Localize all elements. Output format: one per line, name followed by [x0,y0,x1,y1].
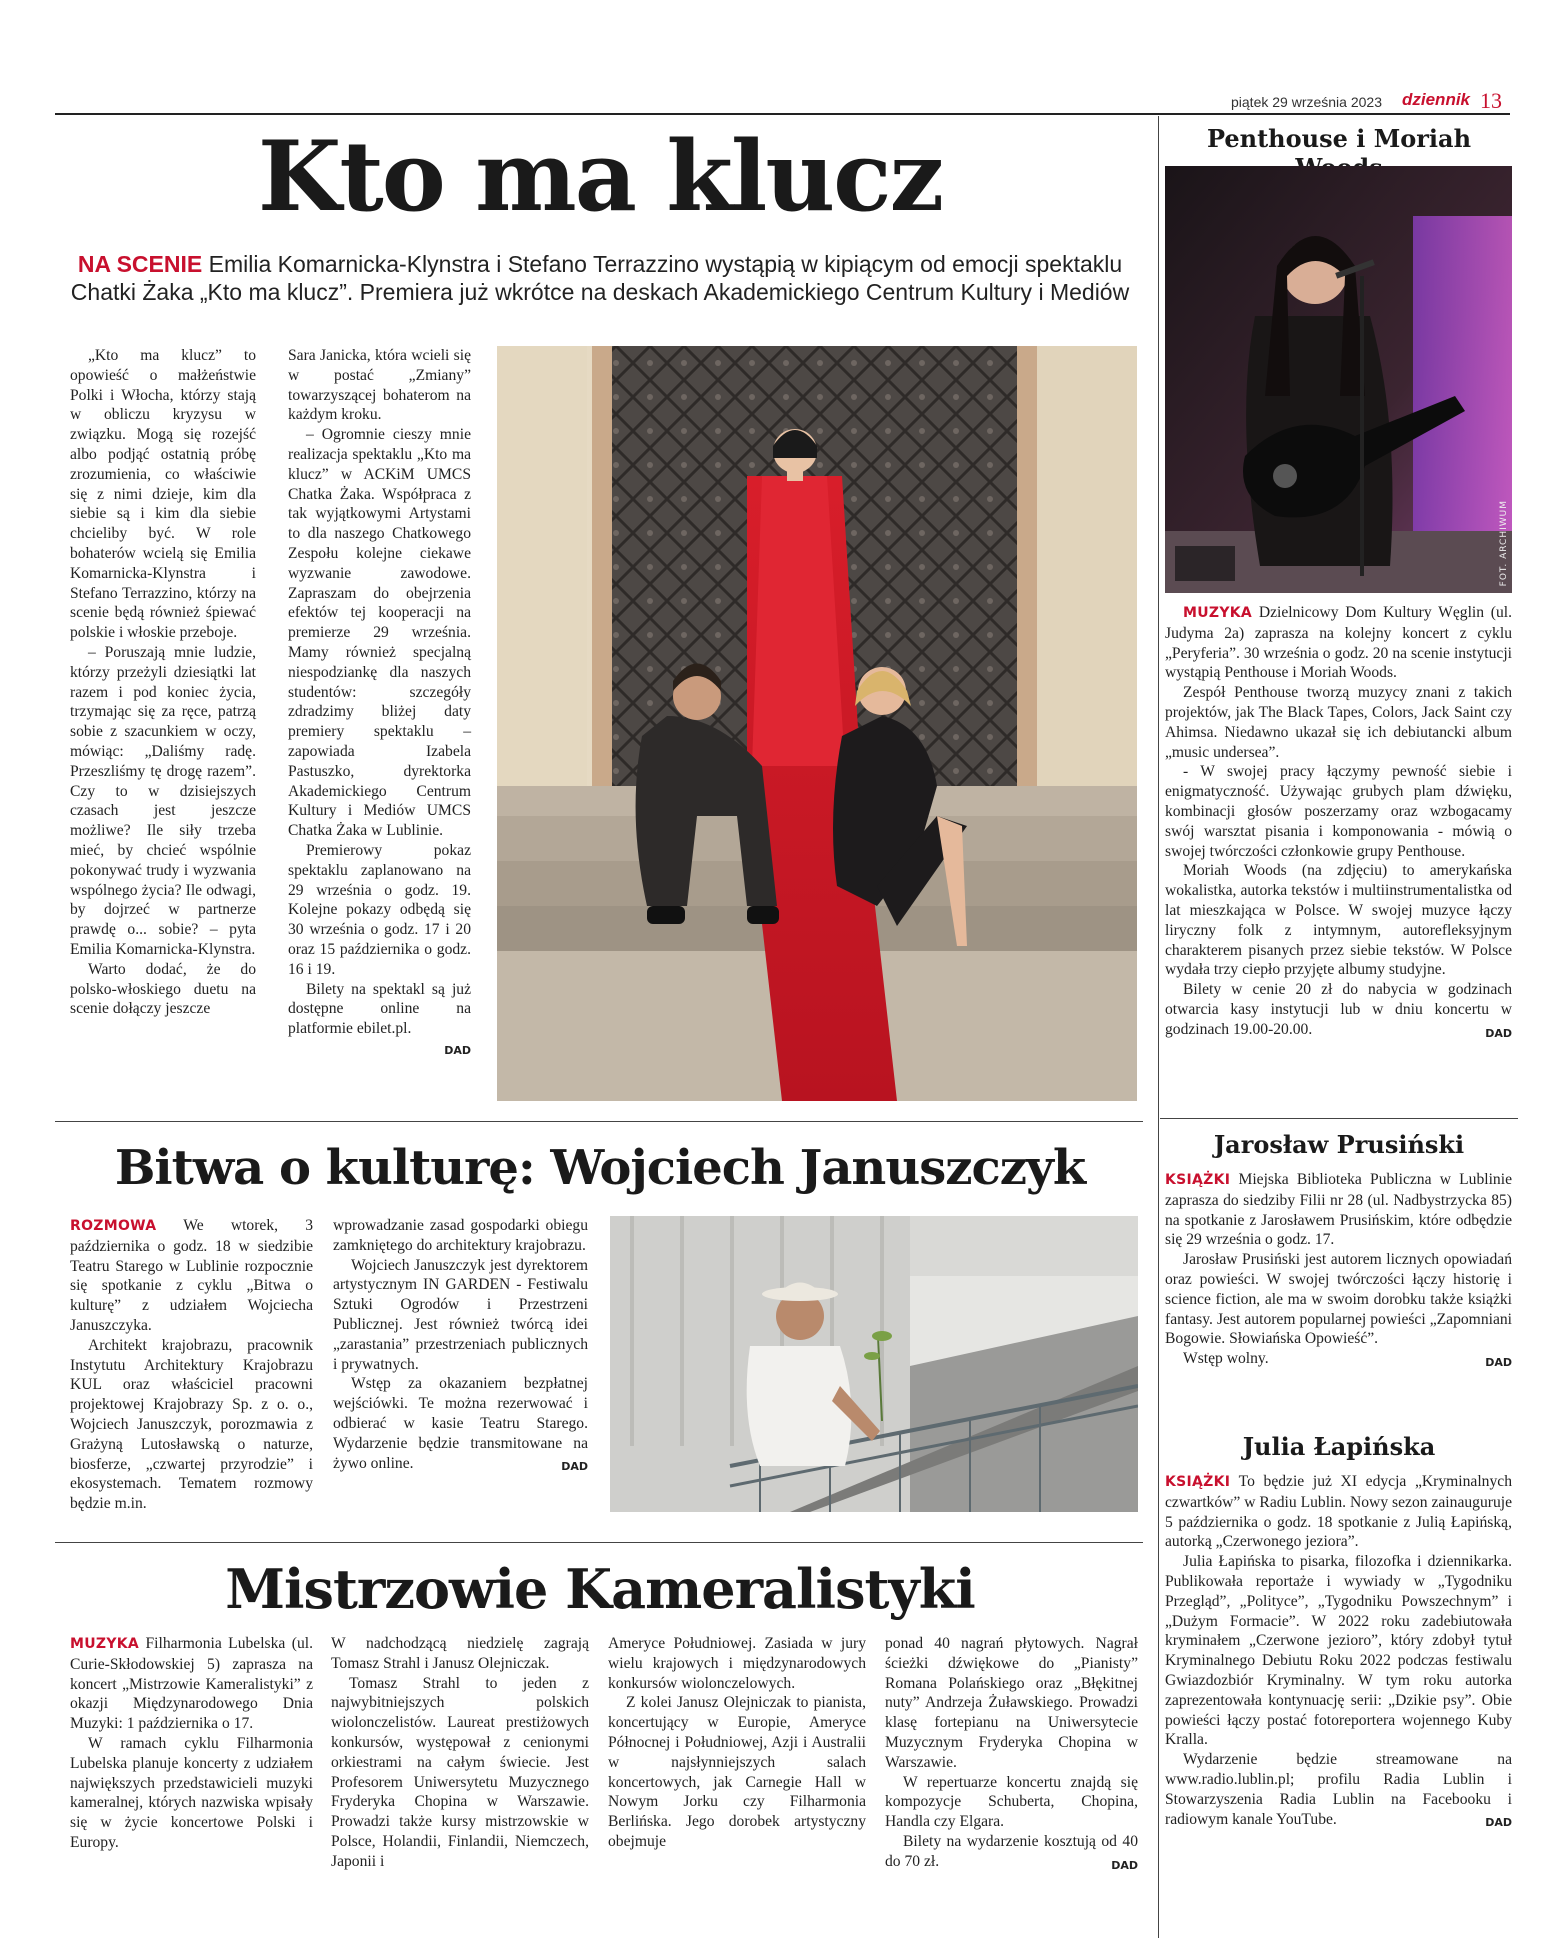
paragraph: Warto dodać, że do polsko-włoskiego duetu na scenie dołączy jeszcze [70,960,256,1018]
article2-title: Bitwa o kulturę: Wojciech Januszczyk [114,1140,1086,1196]
paragraph: Wojciech Januszczyk jest dyrektorem artystycznym IN GARDEN - Festiwalu Sztuki Ogrodów i Przestrzeni Publicznej. Jest również twórcą idei „zarastania” przestrzeniach publicznych i prywatnych. [333,1256,588,1373]
sidebar1-kicker: MUZYKA [1183,605,1253,621]
paragraph: – Poruszają mnie ludzie, którzy przeżyli dziesiątki lat razem i pod koniec życia, trzymając się za ręce, patrzą sobie z szacunkiem w oczy, mówiąc: „Daliśmy radę. Przeszliśmy tę drogę razem”. Czy to w dzisiejszych czasach jest jeszcze możliwe? Ile siły trzeba mieć, by chcieć wspólnie pokonywać trudy i wyzwania wspólnego życia? Ile odwagi, by dojrzeć w partnerze prawdę o... sobie? – pyta Emilia Komarnicka-Klynstra. [70,643,256,958]
paragraph: Tomasz Strahl to jeden z najwybitniejszych polskich wiolonczelistów. Laureat prestiżowych konkursów, występował z cenionymi orkiestrami na całym świecie. Jest Profesorem Uniwersytetu Muzycznego Fryderyka Chopina w Warszawie. Prowadzi także kursy mistrzowskie w Polsce, Holandii, Finlandii, Niemczech, Japonii i [331,1674,589,1870]
article1-column-1 [70,346,256,1019]
section-rule [55,1542,1143,1543]
section-rule [55,1121,1143,1122]
article2-kicker: ROZMOWA [70,1218,157,1234]
sidebar-rule [1160,1118,1518,1119]
sidebar3-title: Julia Łapińska [1242,1432,1436,1461]
paragraph: Moriah Woods (na zdjęciu) to amerykańska wokalistka, autorka tekstów i multiinstrumentalistka od lat mieszkająca w Polsce. W swojej muzyce łączy liryczny folk z intymnym, autorefleksyjnym charakterem pisanych przez siebie tekstów. W Polsce wydała trzy ciepło przyjęte albumy studyjne. [1165,862,1512,979]
signature: DAD [444,1043,471,1057]
paragraph: Wstęp wolny. [1183,1350,1269,1368]
paragraph: Ameryce Południowej. Zasiada w jury wielu krajowych i międzynarodowych konkursów wiolonczelowych. [608,1635,866,1692]
paragraph-text: Filharmonia Lubelska (ul. Curie-Skłodowskiej 5) zaprasza na koncert „Mistrzowie Kameralistyki” z okazji Międzynarodowego Dnia Muzyki: 1 października o 17. [70,1635,313,1733]
signature: DAD [1111,1858,1138,1872]
sidebar1-photo [1165,166,1512,593]
paragraph: wprowadzanie zasad gospodarki obiegu zamkniętego do architektury krajobrazu. [333,1217,588,1254]
signature: DAD [561,1460,588,1474]
paragraph [1165,1472,1512,1552]
issue-date: piątek 29 września 2023 [1231,94,1382,110]
paragraph [70,1634,313,1734]
article2-photo [610,1216,1138,1512]
article3-column-4 [885,1634,1138,1875]
paragraph: Bilety w cenie 20 zł do nabycia w godzinach otwarcia kasy instytucji lub w dniu koncertu w godzinach 19.00-20.00. [1165,981,1512,1038]
page-header [1180,88,1510,114]
paragraph [70,1216,313,1336]
article1-photo [497,346,1137,1101]
paragraph: – Ogromnie cieszy mnie realizacja spektaklu „Kto ma klucz” w ACKiM UMCS Chatka Żaka. Współpraca z tak wyjątkowymi Artystami to dla naszego Chatkowego Zespołu kolejne ciekawe wyzwanie zawodowe. Zapraszam do obejrzenia efektów tej kooperacji na premierze 29 września. Mamy również specjalną niespodziankę dla naszych studentów: szczegóły zdradzimy bliżej daty premiery spektaklu – zapowiada Izabela Pastuszko, dyrektorka Akademickiego Centrum Kultury i Mediów UMCS Chatka Żaka w Lublinie. [288,426,471,840]
stage-photo-illustration [497,346,1137,1101]
article3-title: Mistrzowie Kameralistyki [225,1557,975,1621]
article3-column-3 [608,1634,866,1852]
paragraph: Premierowy pokaz spektaklu zaplanowano na 29 września o godz. 19. Kolejne pokazy odbędą się 30 września o godz. 17 i 20 oraz 15 października o godz. 16 i 19. [288,841,471,978]
paragraph: Wstęp za okazaniem bezpłatnej wejściówki. Te można rezerwować i odbierać w kasie Teatru Starego. Wydarzenie będzie transmitowane na żywo online. [333,1375,588,1472]
sidebar2-text [1165,1170,1512,1373]
paragraph [1165,603,1512,683]
paragraph-text: To będzie już XI edycja „Kryminalnych czwartków” w Radiu Lublin. Nowy sezon zainauguruje 5 października o godz. 18 spotkanie z Julią Łapińską, autorką „Czerwonego jeziora”. [1165,1473,1512,1551]
concert-photo-illustration [1165,166,1512,593]
paragraph [1165,1170,1512,1250]
article2-column-1 [70,1216,313,1514]
article3-kicker: MUZYKA [70,1636,140,1652]
paragraph: W repertuarze koncertu znajdą się kompozycje Schuberta, Chopina, Handla czy Elgara. [885,1773,1138,1831]
signature: DAD [1485,1816,1512,1830]
paragraph: Jarosław Prusiński jest autorem licznych opowiadań oraz powieści. W swojej twórczości łączy historię i science fiction, ale ma w swoim dorobku także książki fantasy. Jest autorem popularnej powieści „Zapomniani Bogowie. Słowiańska Opowieść”. [1165,1251,1512,1348]
paragraph: Wydarzenie będzie streamowane na www.radio.lublin.pl; profilu Radia Lublin i Stowarzyszenia Radia Lublin na Facebooku i radiowym kanale YouTube. [1165,1751,1512,1828]
article2-column-2 [333,1216,588,1477]
paragraph-text: Miejska Biblioteka Publiczna w Lublinie zaprasza do siedziby Filii nr 28 (ul. Nadbystrzycka 85) na spotkanie z Jarosławem Prusińskim, które odbędzie się 29 września o godz. 17. [1165,1171,1512,1249]
paragraph: Z kolei Janusz Olejniczak to pianista, koncertujący w Europie, Ameryce Północnej i Południowej, Azji i Australii w najsłynniejszych salach koncertowych, jak Carnegie Hall w Nowym Jorku czy Filharmonia Berlińska. Jego dorobek artystyczny obejmuje [608,1694,866,1850]
column-divider [1158,116,1159,1938]
paragraph: Bilety na spektakl są już dostępne online na platformie ebilet.pl. [288,980,471,1038]
paragraph: ponad 40 nagrań płytowych. Nagrał ścieżki dźwiękowe do „Pianisty” Romana Polańskiego oraz „Błękitnej nuty” Andrzeja Żuławskiego. Prowadzi klasę fortepianu na Uniwersytecie Muzycznym Fryderyka Chopina w Warszawie. [885,1635,1138,1771]
article-lead [70,250,1130,306]
article1-column-2 [288,346,471,1061]
paragraph: Sara Janicka, która wcieli się w postać „Zmiany” towarzyszącej bohaterom na każdym kroku. [288,347,471,424]
sidebar1-text [1165,603,1512,1043]
portrait-photo-illustration [610,1216,1138,1512]
sidebar2-kicker: KSIĄŻKI [1165,1172,1231,1188]
paragraph: „Kto ma klucz” to opowieść o małżeństwie Polki i Włocha, którzy stają w obliczu kryzysu w związku. Mogą się rozejść albo podjąć ostatnią próbę zrozumienia, co właściwie się z nimi dzieje, kim dla siebie są i kim dla siebie chcieliby być. W role bohaterów wcielą się Emilia Komarnicka-Klynstra i Stefano Terrazzino, którzy na scenie będą również śpiewać polskie i włoskie przeboje. [70,347,256,642]
paragraph: Julia Łapińska to pisarka, filozofka i dziennikarka. Publikowała reportaże i wywiady w „Tygodniku Przegląd”, „Polityce”, „Tygodniku Powszechnym” i „Dużym Formacie”. W 2022 roku zadebiutowała kryminałem „Czerwone jezioro”, który zdobył tytuł Kryminalnego Debiutu Roku 2022 podczas festiwalu Gwiazdozbiór Kryminalny. W tym roku autorka zaprezentowała kontynuację serii: „Dzikie psy”. Obie powieści łączy postać fotoreportera wojennego Kuby Kralla. [1165,1553,1512,1749]
page-number: 13 [1480,88,1502,113]
photo-credit: FOT. ARCHIWUM [1499,500,1509,587]
signature: DAD [1485,1355,1512,1369]
paragraph: Zespół Penthouse tworzą muzycy znani z takich projektów, jak The Black Tapes, Colors, Jack Saint czy Ahimsa. Niedawno ukazał się ich debiutancki album „music undersea”. [1165,684,1512,761]
lead-kicker: NA SCENIE [77,251,203,277]
paragraph-text: We wtorek, 3 października o godz. 18 w siedzibie Teatru Starego w Lublinie rozpocznie się spotkanie z cyklu „Bitwa o kulturę” z udziałem Wojciecha Januszczyka. [70,1217,313,1334]
paragraph: Architekt krajobrazu, pracownik Instytutu Architektury Krajobrazu KUL oraz właściciel pracowni projektowej Krajobrazy Sp. z o. o., Wojciech Januszczyk, porozmawia z Grażyną Lutosławską o naturze, biosferze, „czwartej przyrodzie” i ekosystemach. Tematem rozmowy będzie m.in. [70,1336,313,1513]
paragraph-text: Dzielnicowy Dom Kultury Węglin (ul. Judyma 2a) zaprasza na kolejny koncert z cyklu „Peryferia”. 30 września o godz. 20 na scenie instytucji wystąpią Penthouse i Moriah Woods. [1165,604,1512,682]
logo: dziennik [1402,90,1471,109]
article3-column-2 [331,1634,589,1872]
sidebar3-text [1165,1472,1512,1833]
paragraph: Bilety na wydarzenie kosztują od 40 do 70 zł. [885,1832,1138,1870]
lead-text: Emilia Komarnicka-Klynstra i Stefano Terrazzino wystąpią w kipiącym od emocji spektaklu Chatki Żaka „Kto ma klucz”. Premiera już wkrótce na deskach Akademickiego Centrum Kultury i Mediów [70,251,1130,305]
paragraph: W ramach cyklu Filharmonia Lubelska planuje koncerty z udziałem największych przedstawicieli muzyki kameralnej, których nazwiska wpisały się w życie koncertowe Polski i Europy. [70,1734,313,1851]
signature: DAD [1485,1026,1512,1040]
sidebar2-title: Jarosław Prusiński [1213,1130,1465,1159]
paragraph: W nadchodzącą niedzielę zagrają Tomasz Strahl i Janusz Olejniczak. [331,1635,589,1672]
sidebar1-title: Penthouse i Moriah [1206,124,1472,153]
article3-column-1 [70,1634,313,1853]
paragraph: - W swojej pracy łączymy pewność siebie i enigmatyczność. Używając grubych plam dźwięku, kombinacji głosów poszerzamy oraz wzbogacamy swój warsztat pisania i komponowania - mówią o swojej twórczości członkowie grupy Penthouse. [1165,763,1512,860]
article-title: Kto ma klucz [257,120,943,233]
sidebar3-kicker: KSIĄŻKI [1165,1474,1231,1490]
